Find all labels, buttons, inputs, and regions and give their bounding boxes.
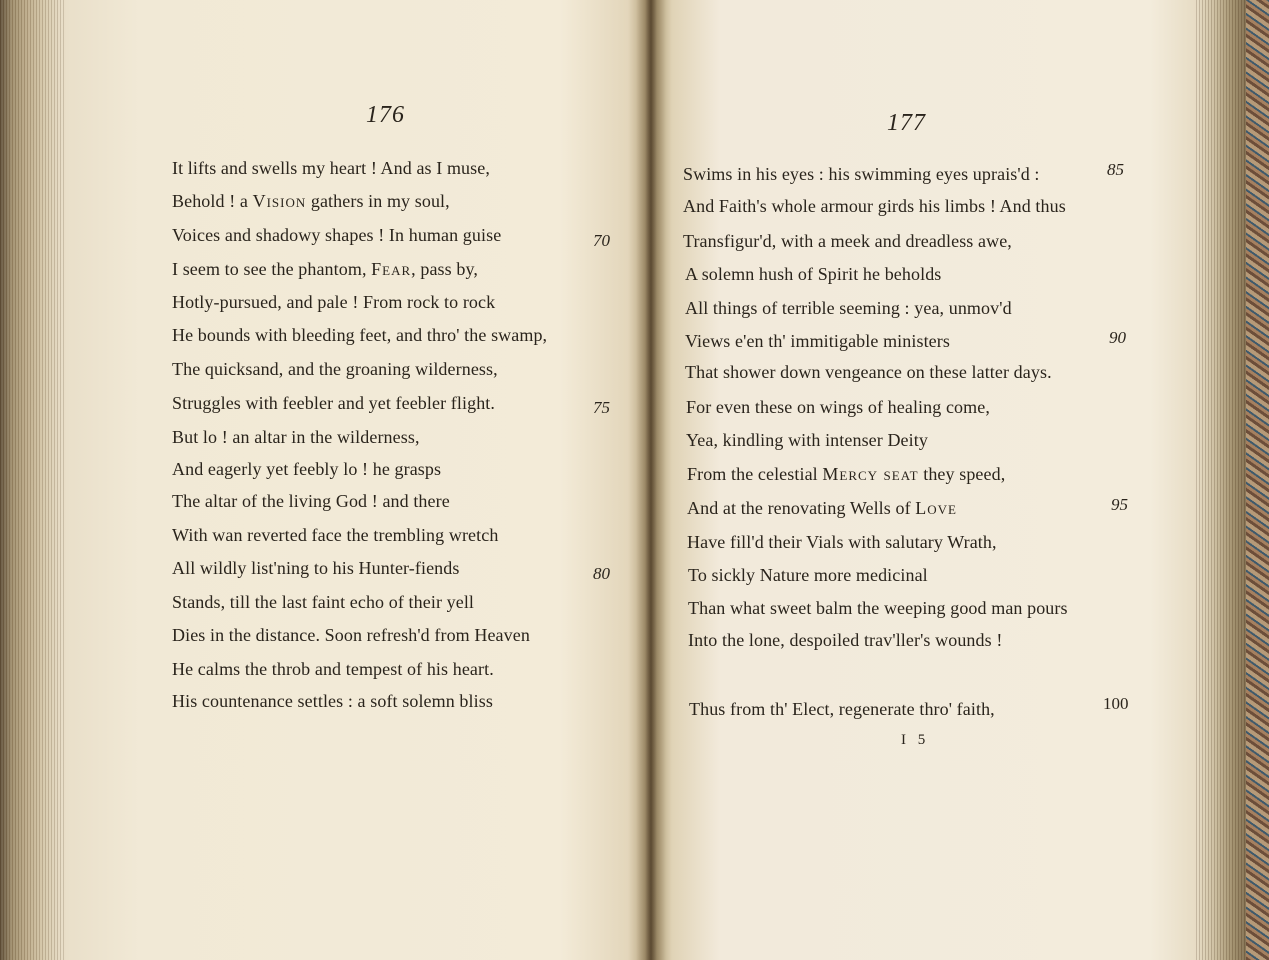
fear-smallcaps: Fear [371, 259, 412, 279]
line-number: 80 [593, 564, 610, 583]
poem-line: For even these on wings of healing come, [686, 397, 990, 417]
poem-line: But lo ! an altar in the wilderness, [172, 427, 420, 447]
love-smallcaps: Love [915, 498, 957, 518]
poem-line: Thus from th' Elect, regenerate thro' faith, [689, 699, 995, 719]
poem-line: Views e'en th' immitigable ministers [685, 331, 950, 351]
line-number: 70 [593, 231, 610, 250]
marbled-cover-edge [1246, 0, 1269, 960]
poem-line: Yea, kindling with intenser Deity [686, 430, 928, 450]
line-number: 95 [1111, 495, 1128, 514]
poem-line: And Faith's whole armour girds his limbs ! And thus [683, 196, 1066, 216]
poem-line: A solemn hush of Spirit he beholds [685, 264, 942, 284]
page-block-edge-left [0, 0, 64, 960]
poem-line: The quicksand, and the groaning wilderness, [172, 359, 498, 379]
mercy-seat-smallcaps: Mercy seat [822, 464, 919, 484]
line-number: 75 [593, 398, 610, 417]
poem-line: Hotly-pursued, and pale ! From rock to rock [172, 292, 496, 312]
poem-line: The altar of the living God ! and there [172, 491, 450, 511]
poem-line: Stands, till the last faint echo of their yell [172, 592, 475, 612]
page-block-edge-right [1196, 0, 1246, 960]
poem-line: Dies in the distance. Soon refresh'd from Heaven [172, 625, 530, 645]
poem-line: Behold ! a Vision gathers in my soul, [172, 191, 450, 211]
poem-line: All wildly list'ning to his Hunter-fiends [172, 558, 460, 578]
poem-line: Into the lone, despoiled trav'ller's wounds ! [688, 630, 1003, 650]
line-number: 85 [1107, 160, 1124, 179]
page-number-right: 177 [887, 110, 926, 136]
poem-line: And eagerly yet feebly lo ! he grasps [172, 459, 442, 479]
poem-line: I seem to see the phantom, Fear, pass by, [172, 259, 479, 279]
poem-line: To sickly Nature more medicinal [688, 565, 928, 585]
poem-line: From the celestial Mercy seat they speed, [687, 464, 1006, 484]
line-number: 90 [1109, 328, 1126, 347]
poem-line: Struggles with feebler and yet feebler flight. [172, 393, 495, 413]
poem-line: With wan reverted face the trembling wretch [172, 525, 499, 545]
poem-line: Than what sweet balm the weeping good man pours [688, 598, 1068, 618]
poem-line: He bounds with bleeding feet, and thro' the swamp, [172, 325, 548, 345]
poem-line: Have fill'd their Vials with salutary Wrath, [687, 532, 997, 552]
poem-line: Swims in his eyes : his swimming eyes uprais'd : [683, 164, 1040, 184]
page-number-left: 176 [366, 102, 405, 128]
poem-line: It lifts and swells my heart ! And as I muse, [172, 158, 490, 178]
poem-line: He calms the throb and tempest of his heart. [172, 659, 494, 679]
poem-line: Transfigur'd, with a meek and dreadless awe, [683, 231, 1012, 251]
line-number: 100 [1103, 694, 1129, 713]
poem-line: His countenance settles : a soft solemn bliss [172, 691, 493, 711]
book-gutter [636, 0, 666, 960]
poem-line: And at the renovating Wells of Love [687, 498, 957, 518]
poem-line: Voices and shadowy shapes ! In human guise [172, 225, 502, 245]
vision-smallcaps: Vision [252, 191, 307, 211]
signature-mark: I 5 [901, 732, 930, 748]
poem-line: All things of terrible seeming : yea, unmov'd [685, 298, 1012, 318]
poem-line: That shower down vengeance on these latter days. [685, 362, 1052, 382]
